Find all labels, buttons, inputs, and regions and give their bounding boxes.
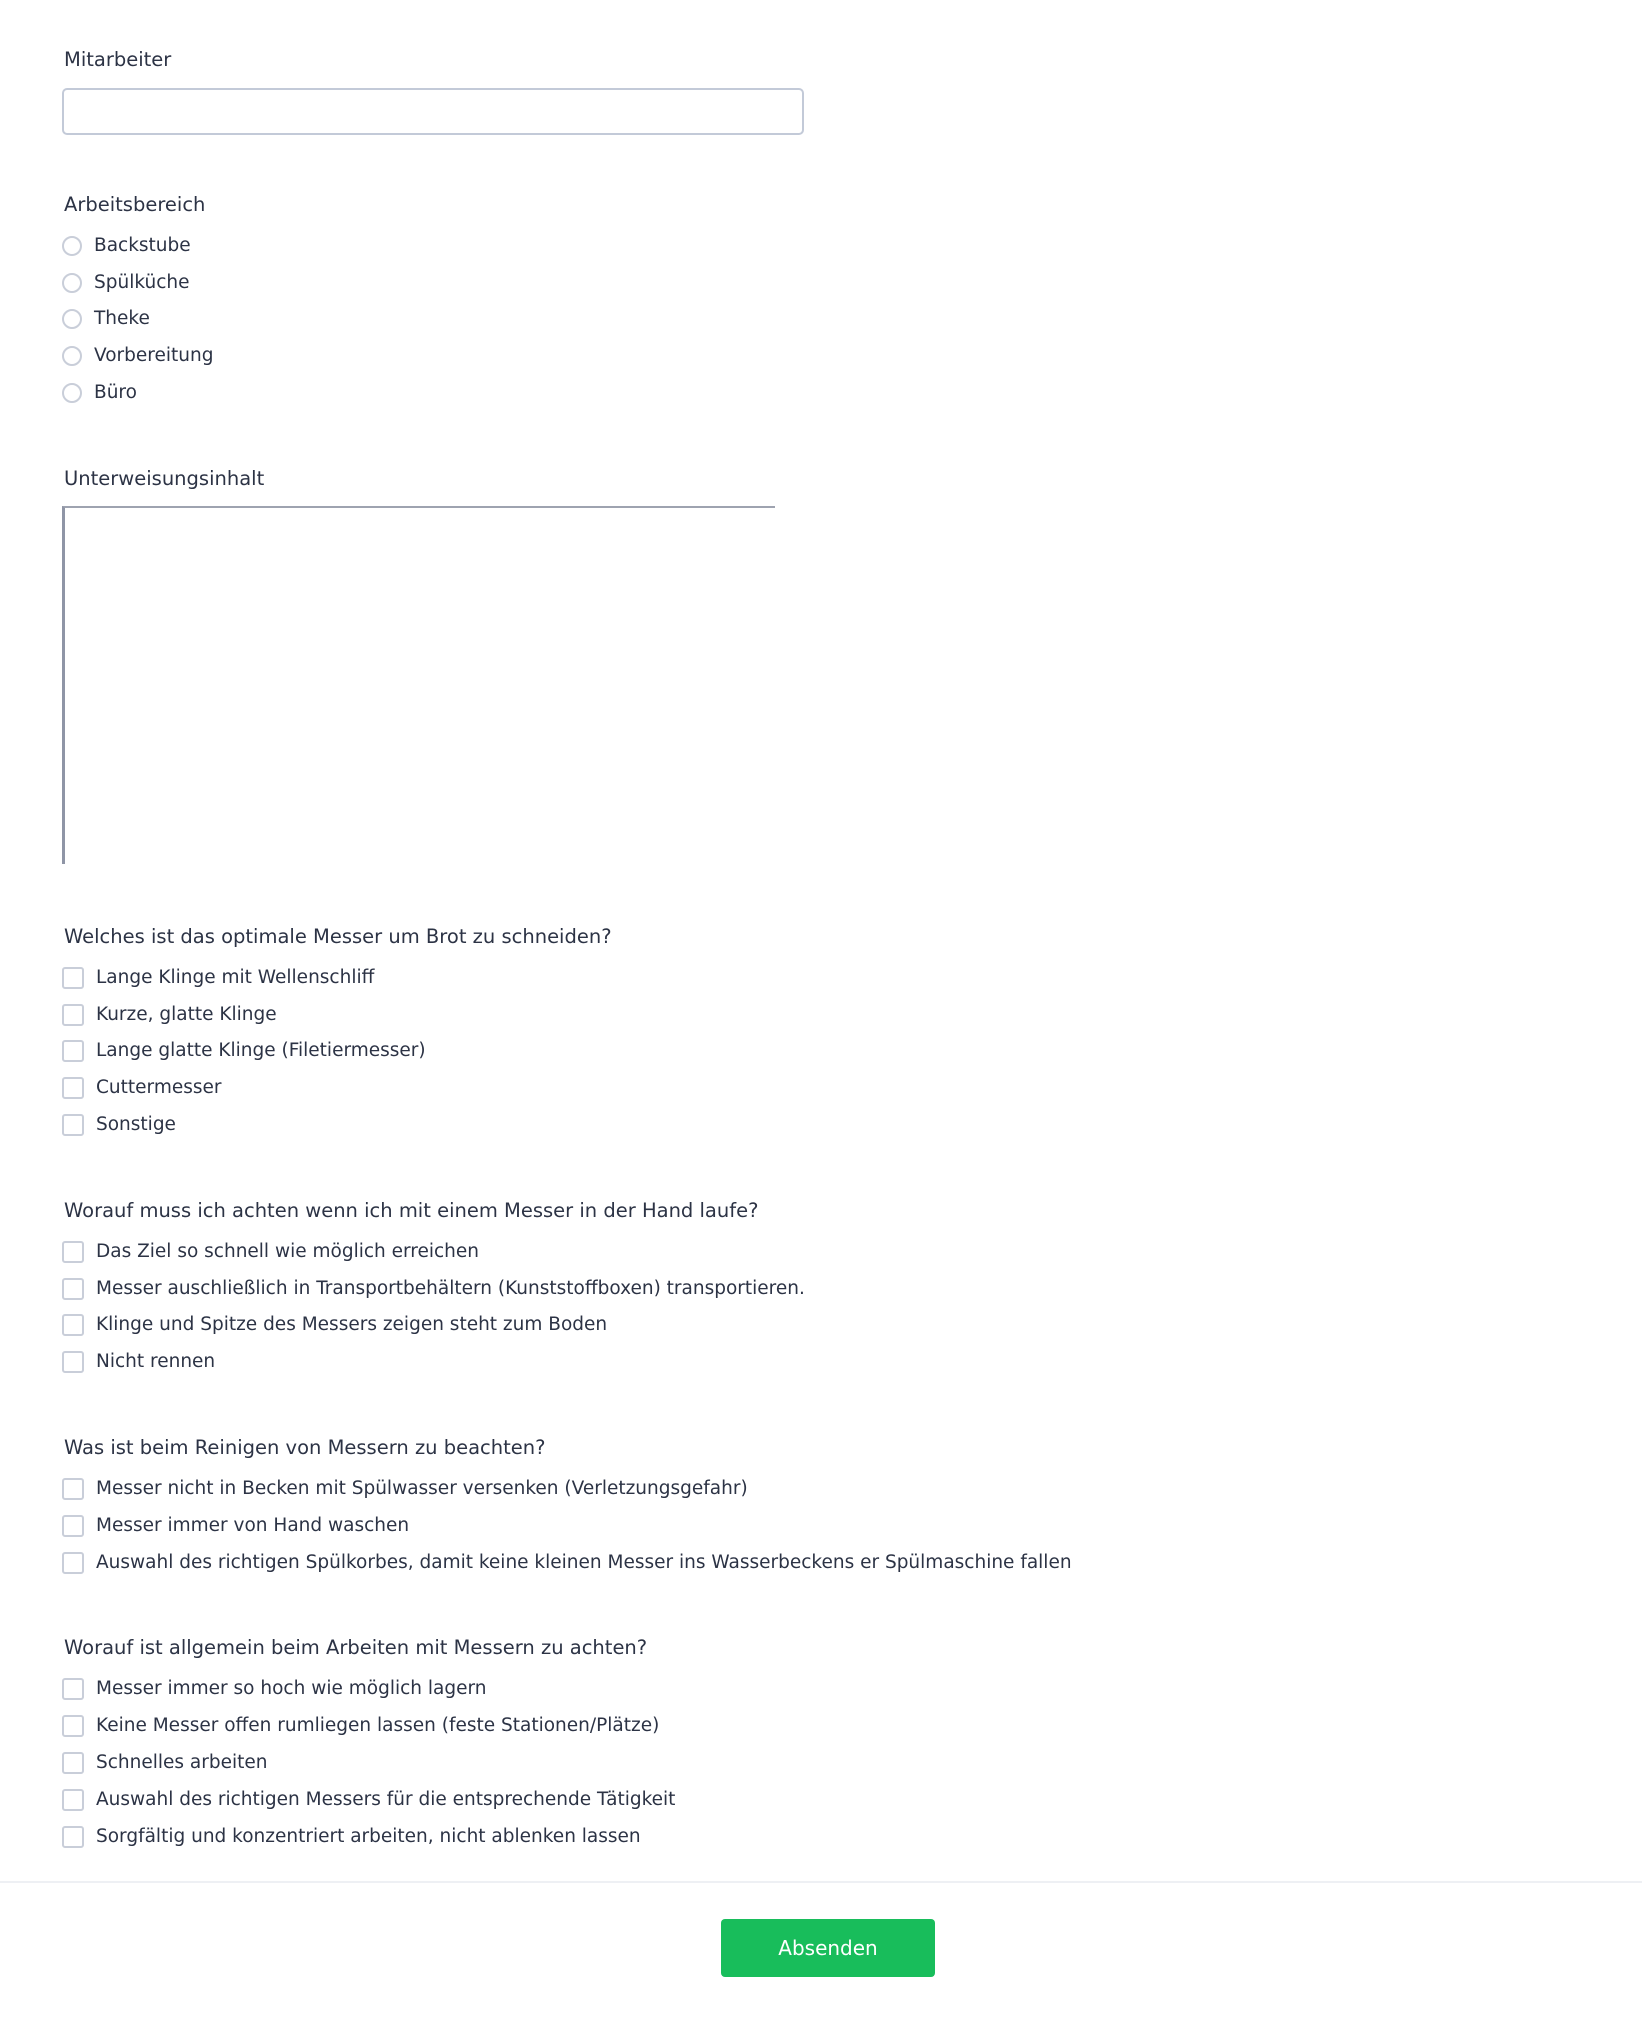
submit-button[interactable]: Absenden <box>721 1919 935 1977</box>
question-1-option[interactable] <box>62 1038 426 1064</box>
checkbox-option-label: Kurze, glatte Klinge <box>96 1004 277 1025</box>
checkbox-option-label: Cuttermesser <box>96 1077 222 1098</box>
checkbox[interactable] <box>62 1040 84 1062</box>
checkbox[interactable] <box>62 967 84 989</box>
checkbox[interactable] <box>62 1077 84 1099</box>
radio-button[interactable] <box>62 273 82 293</box>
question-3-option[interactable] <box>62 1513 409 1539</box>
checkbox[interactable] <box>62 1241 84 1263</box>
question-3-option[interactable] <box>62 1550 1072 1576</box>
question-4-option[interactable] <box>62 1676 486 1702</box>
arbeitsbereich-label: Arbeitsbereich <box>64 193 206 216</box>
radio-option-label: Spülküche <box>94 272 190 293</box>
checkbox[interactable] <box>62 1678 84 1700</box>
question-4-option[interactable] <box>62 1824 641 1850</box>
mitarbeiter-input[interactable] <box>62 88 804 135</box>
checkbox[interactable] <box>62 1752 84 1774</box>
checkbox[interactable] <box>62 1515 84 1537</box>
radio-option-label: Vorbereitung <box>94 345 214 366</box>
checkbox[interactable] <box>62 1114 84 1136</box>
radio-option-vorbereitung[interactable] <box>62 343 213 369</box>
radio-option-label: Theke <box>94 308 150 329</box>
checkbox-option-label: Sorgfältig und konzentriert arbeiten, nicht ablenken lassen <box>96 1826 641 1847</box>
question-2-option[interactable] <box>62 1312 607 1338</box>
question-1-option[interactable] <box>62 1002 277 1028</box>
checkbox-option-label: Lange Klinge mit Wellenschliff <box>96 967 375 988</box>
radio-button[interactable] <box>62 346 82 366</box>
checkbox-option-label: Auswahl des richtigen Spülkorbes, damit keine kleinen Messer ins Wasserbeckens er Spülmaschine fallen <box>96 1552 1072 1573</box>
question-2-label: Worauf muss ich achten wenn ich mit einem Messer in der Hand laufe? <box>64 1199 759 1222</box>
checkbox-option-label: Messer immer so hoch wie möglich lagern <box>96 1678 487 1699</box>
checkbox-option-label: Auswahl des richtigen Messers für die entsprechende Tätigkeit <box>96 1789 676 1810</box>
checkbox[interactable] <box>62 1715 84 1737</box>
checkbox-option-label: Messer immer von Hand waschen <box>96 1515 410 1536</box>
mitarbeiter-label: Mitarbeiter <box>64 48 172 71</box>
checkbox-option-label: Nicht rennen <box>96 1351 216 1372</box>
radio-option-buero[interactable] <box>62 380 137 406</box>
checkbox[interactable] <box>62 1004 84 1026</box>
checkbox-option-label: Lange glatte Klinge (Filetiermesser) <box>96 1040 426 1061</box>
checkbox-option-label: Messer auschließlich in Transportbehältern (Kunststoffboxen) transportieren. <box>96 1278 805 1299</box>
checkbox[interactable] <box>62 1552 84 1574</box>
question-1-option[interactable] <box>62 1112 176 1138</box>
question-1-label: Welches ist das optimale Messer um Brot zu schneiden? <box>64 925 612 948</box>
checkbox[interactable] <box>62 1314 84 1336</box>
checkbox[interactable] <box>62 1351 84 1373</box>
checkbox-option-label: Messer nicht in Becken mit Spülwasser versenken (Verletzungsgefahr) <box>96 1478 748 1499</box>
checkbox[interactable] <box>62 1478 84 1500</box>
question-2-option[interactable] <box>62 1276 805 1302</box>
checkbox-option-label: Klinge und Spitze des Messers zeigen steht zum Boden <box>96 1314 608 1335</box>
radio-option-spuelkueche[interactable] <box>62 270 190 296</box>
checkbox[interactable] <box>62 1278 84 1300</box>
checkbox-option-label: Das Ziel so schnell wie möglich erreichen <box>96 1241 480 1262</box>
question-3-label: Was ist beim Reinigen von Messern zu beachten? <box>64 1436 546 1459</box>
question-3-option[interactable] <box>62 1476 748 1502</box>
checkbox-option-label: Sonstige <box>96 1114 176 1135</box>
footer-divider <box>0 1881 1642 1883</box>
radio-option-label: Büro <box>94 382 137 403</box>
radio-button[interactable] <box>62 383 82 403</box>
radio-button[interactable] <box>62 236 82 256</box>
radio-button[interactable] <box>62 309 82 329</box>
checkbox-option-label: Keine Messer offen rumliegen lassen (feste Stationen/Plätze) <box>96 1715 660 1736</box>
checkbox[interactable] <box>62 1789 84 1811</box>
question-1-option[interactable] <box>62 965 374 991</box>
question-2-option[interactable] <box>62 1349 215 1375</box>
question-2-option[interactable] <box>62 1239 479 1265</box>
radio-option-label: Backstube <box>94 235 191 256</box>
unterweisungsinhalt-textarea[interactable] <box>62 506 775 864</box>
question-4-option[interactable] <box>62 1713 659 1739</box>
question-4-option[interactable] <box>62 1750 268 1776</box>
question-4-option[interactable] <box>62 1787 675 1813</box>
radio-option-backstube[interactable] <box>62 233 191 259</box>
question-1-option[interactable] <box>62 1075 221 1101</box>
checkbox-option-label: Schnelles arbeiten <box>96 1752 268 1773</box>
question-4-label: Worauf ist allgemein beim Arbeiten mit Messern zu achten? <box>64 1636 648 1659</box>
unterweisungsinhalt-label: Unterweisungsinhalt <box>64 467 265 490</box>
radio-option-theke[interactable] <box>62 306 150 332</box>
checkbox[interactable] <box>62 1826 84 1848</box>
